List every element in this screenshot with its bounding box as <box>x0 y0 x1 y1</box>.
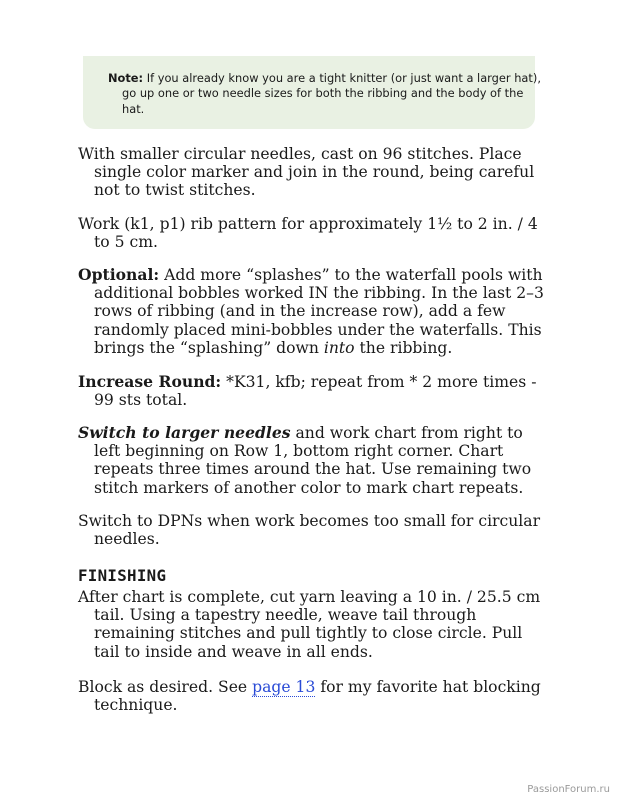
cast-on-paragraph: With smaller circular needles, cast on 96 stitches. Place single color marker and join in the round, being careful not to twist stitches. <box>78 145 535 200</box>
rib-paragraph: Work (k1, p1) rib pattern for approximately 1½ to 2 in. / 4 to 5 cm. <box>78 215 538 252</box>
increase-text: *K31, kfb; repeat from * 2 more times - 99 sts total. <box>94 373 537 410</box>
page-13-link[interactable]: page 13 <box>252 678 316 696</box>
blocking-text-after: for my favorite hat blocking technique. <box>94 678 541 715</box>
switch-label: Switch to larger needles <box>78 423 291 442</box>
dpns-paragraph: Switch to DPNs when work becomes too small for circular needles. <box>78 512 541 549</box>
finishing-paragraph: After chart is complete, cut yarn leaving a 10 in. / 25.5 cm tail. Using a tapestry needle, weave tail through remaining stitches and pull tightly to close circle. Pull tail to inside and weave in all ends. <box>78 588 541 661</box>
finishing-heading: FINISHING <box>78 566 167 585</box>
blocking-paragraph <box>78 678 548 714</box>
optional-paragraph <box>78 266 548 357</box>
switch-needles-paragraph <box>78 424 548 497</box>
increase-round-paragraph <box>78 373 548 409</box>
optional-text-1: Add more “splashes” to the waterfall pools with additional bobbles worked IN the ribbing. In the last 2–3 rows of ribbing (and in the increase row), add a few randomly placed mini-bobbles under the waterfalls. This brings the “splashing” down <box>94 266 544 357</box>
switch-text: and work chart from right to left beginning on Row 1, bottom right corner. Chart repeats three times around the hat. Use remaining two stitch markers of another color to mark chart repeats. <box>94 424 532 497</box>
note-text <box>108 71 542 117</box>
note-body: If you already know you are a tight knitter (or just want a larger hat), go up one or two needle sizes for both the ribbing and the body of the hat. <box>122 71 541 116</box>
optional-text-2: the ribbing. <box>354 338 453 357</box>
optional-emphasis: into <box>323 338 355 357</box>
increase-label: Increase Round: <box>78 372 222 391</box>
optional-label: Optional: <box>78 265 160 284</box>
note-label: Note: <box>108 71 144 85</box>
blocking-text-before: Block as desired. See <box>78 678 253 696</box>
watermark: PassionForum.ru <box>527 784 610 795</box>
